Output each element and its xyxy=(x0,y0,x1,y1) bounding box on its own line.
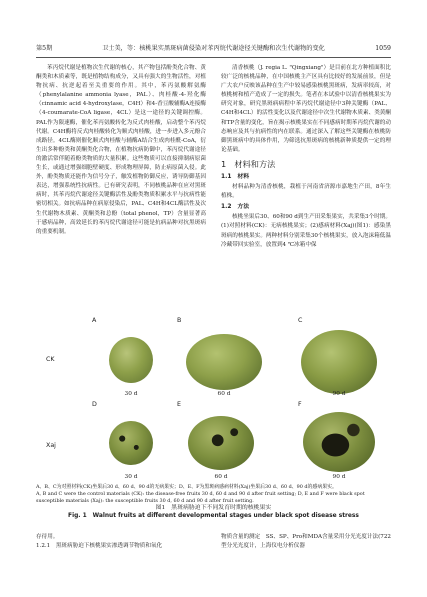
body-paragraph: 苯丙烷代谢是植物次生代谢的核心，其产物包括酚类化合物、黄酮类和木质素等，既是植物结构成分，又具有强大的生物活性，对植物抗病、抗逆起着至关重要的作用。其中，苯丙氨酸解氨酶（phenylalanine ammonia lyase，PAL）、肉桂酸-4-羟化酶（cinnamic acid 4-hydroxylase，C4H）和4-香豆酸辅酶A连接酶（4-coumarate-CoA ligase，4CL）是这一途径的关键调控酶。PAL作为限速酶，催化苯丙氨酸转化为反式肉桂酸，启动整个苯丙烷代谢。C4H酶将反式肉桂酸转化为顺式肉桂酸，进一步进入多元酚合成路径。4CL酶则催化顺式肉桂酸与辅酶A结合生成肉桂酰-CoA，衍生出多种酚类和黄酮类化合物，在植物抗病防御中，苯丙烷代谢途径的激活常伴随着酚类物质的大量积累。这些物质可以直接抑制病原菌生长，或通过增强细胞壁硬度、形成物理屏障，防止病原菌入侵。此外，酚类物质还能作为信号分子，触发植物防御反应，诱导防御基因表达，增强系统性抗病性。已有研究表明，不同核桃品种在应对黑斑病时，其苯丙烷代谢途径关键酶活性及酚类物质积累水平与抗病性能密切相关。如抗病品种在病原侵染后，PAL、C4H和4CL酶活性及次生代谢物木质素、黄酮类和总酚（total phenol，TP）含量显著高于感病品种，高效延长的苯丙烷代谢途径可能是抗病品种对抗黑斑病的重要机制。 xyxy=(36,65,206,235)
left-column xyxy=(36,64,206,237)
materials-paragraph: 材料品种为清香核桃，栽植于河南省济源市嘉地生产田，8年生植株。 xyxy=(221,184,391,200)
day-label-f: 90 d xyxy=(332,474,346,480)
page-number: 1059 xyxy=(375,45,391,52)
subsection-heading-methods: 1.2 方法 xyxy=(221,204,250,211)
panel-letter-f: F xyxy=(298,401,302,408)
methods-paragraph: 核桃坐果后30、60和90 d到生产田采集果实，共采集3个时期。(1)对照材料(CK)：无病核桃果实；(2)感病材料(Xaj)(图1)：感染黑斑病的核桃果实。两种材料分别采集30个核桃果实，放入泡沫箱低温冷藏带回实验室，放置到4 ℃冰箱中保 xyxy=(221,214,391,248)
day-label-e: 60 d xyxy=(214,474,228,480)
panel-letter-e: E xyxy=(177,401,181,408)
panel-letter-a: A xyxy=(92,317,97,324)
issue-number: 第5期 xyxy=(36,45,53,52)
header-rule xyxy=(36,57,391,58)
bottom-left-line-2: 1.2.1 黑斑病胁迫下核桃果实渗透调节物质和氧化 xyxy=(36,543,163,550)
figure-title-en: Fig. 1 Walnut fruits at different developmental stages under black spot disease stress xyxy=(68,513,359,519)
running-title: 卫士美，等：核桃果实黑斑病菌侵染对苯丙烷代谢途径关键酶和次生代谢物的变化 xyxy=(102,45,325,52)
right-column xyxy=(221,64,391,250)
running-header xyxy=(36,43,391,55)
walnut-image-d xyxy=(109,421,153,465)
panel-letter-c: C xyxy=(298,317,303,324)
day-label-b: 60 d xyxy=(217,391,231,397)
figure-title-zh: 图1 黑斑病胁迫下不同发育时期的核桃果实 xyxy=(155,505,272,511)
walnut-image-a xyxy=(109,337,153,383)
figure-1 xyxy=(36,302,391,480)
figure-caption-en: A, B and C were the control materials (CK): the disease-free fruits 30 d, 60 d and 90 d after fruit setting; D, E and F were black spot susceptible materials (Xaj): the susceptible fruits 30 d, 60 d and 90 d after fruit setting. xyxy=(36,491,365,504)
bottom-left-line-1: 存待用。 xyxy=(36,534,59,540)
day-label-d: 30 d xyxy=(124,474,138,480)
walnut-image-f xyxy=(303,412,375,472)
bottom-right-paragraph: 物质含量的测定 SS、SP、Pro和MDA含量采用分光光度计法(722型分光光度计，上海仪电分析仪器 xyxy=(221,534,391,550)
bottom-left-text xyxy=(36,533,206,551)
day-label-c: 90 d xyxy=(332,391,346,397)
panel-letter-d: D xyxy=(92,401,97,408)
walnut-image-c xyxy=(301,330,377,394)
panel-letter-b: B xyxy=(177,317,182,324)
subsection-heading-materials: 1.1 材料 xyxy=(221,173,250,180)
figure-caption-zh: A、B、C为对照材料(CK)坐果后30 d、60 d、90 d的无病果实；D、E、F为黑斑病感病材料(Xaj)坐果后30 d、60 d、90 d的感病果实。 xyxy=(36,484,337,490)
bottom-right-text xyxy=(221,533,391,551)
day-label-a: 30 d xyxy=(124,391,138,397)
section-heading-materials-methods: 1 材料和方法 xyxy=(221,158,276,169)
row-label-ck: CK xyxy=(46,356,55,363)
row-label-xaj: Xaj xyxy=(46,442,56,449)
walnut-image-b xyxy=(186,334,262,390)
walnut-image-e xyxy=(188,416,254,470)
intro-paragraph: 清香核桃（J. regia L. "Qingxiang"）是目前在北方种植面积比较广泛的核桃品种，在中国核桃主产区具有比较好的发展前景，但是广大农户反映该品种在生产中较易感染核桃黑斑病，发病率较高，对核桃树和植产造成了一定的损失。笔者在本试验中以清香核桃果实为研究对象，研究黑斑病病程中苯丙烷代谢途径中3种关键酶（PAL、C4H和4CL）的活性变化以及代谢途径中次生代谢物木质素、类黄酮和TP含量的变化，旨在揭示核桃果实在不同感病时期苯丙烷代谢的动态响应及其与抗病性的内在联系。通过深入了解这些关键酶在核桃防御黑斑病中的具体作用，为筛选抗黑斑病的核桃新种质提供一定的理论基础。 xyxy=(221,65,391,153)
